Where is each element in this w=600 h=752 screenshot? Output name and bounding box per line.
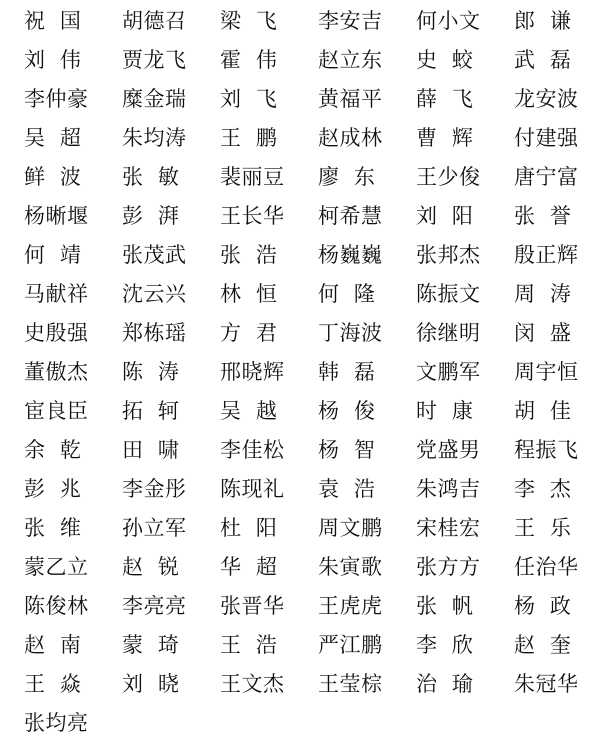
name-entry: 鲜 波	[24, 165, 82, 189]
name-entry: 王 浩	[220, 633, 278, 657]
name-entry: 林 恒	[220, 282, 278, 306]
name-entry: 刘 晓	[122, 672, 180, 696]
name-entry: 时 康	[416, 399, 474, 423]
name-entry: 李安吉	[318, 9, 383, 33]
name-entry: 史 蛟	[416, 48, 474, 72]
name-entry: 唐宁富	[514, 165, 579, 189]
name-entry: 祝 国	[24, 9, 82, 33]
name-entry: 彭 兆	[24, 477, 82, 501]
name-entry: 丁海波	[318, 321, 383, 345]
name-entry: 杨 俊	[318, 399, 376, 423]
name-entry: 沈云兴	[122, 282, 187, 306]
name-entry: 周宇恒	[514, 360, 579, 384]
name-entry: 王虎虎	[318, 594, 383, 618]
name-entry: 张方方	[416, 555, 481, 579]
name-entry: 王少俊	[416, 165, 481, 189]
name-entry: 治 瑜	[416, 672, 474, 696]
name-entry: 霍 伟	[220, 48, 278, 72]
name-entry: 吴 超	[24, 126, 82, 150]
name-entry: 刘 飞	[220, 87, 278, 111]
name-entry: 武 磊	[514, 48, 572, 72]
name-entry: 闵 盛	[514, 321, 572, 345]
name-entry: 李仲豪	[24, 87, 89, 111]
name-entry: 张 浩	[220, 243, 278, 267]
name-entry: 郑栋瑶	[122, 321, 187, 345]
name-entry: 薛 飞	[416, 87, 474, 111]
name-entry: 史殷强	[24, 321, 89, 345]
name-entry: 蒙 琦	[122, 633, 180, 657]
name-entry: 杜 阳	[220, 516, 278, 540]
name-entry: 方 君	[220, 321, 278, 345]
name-entry: 梁 飞	[220, 9, 278, 33]
name-entry: 赵 南	[24, 633, 82, 657]
name-entry: 王文杰	[220, 672, 285, 696]
name-entry: 蒙乙立	[24, 555, 89, 579]
name-entry: 徐继明	[416, 321, 481, 345]
name-entry: 裴丽豆	[220, 165, 285, 189]
name-entry: 朱寅歌	[318, 555, 383, 579]
name-entry: 周 涛	[514, 282, 572, 306]
name-entry: 朱冠华	[514, 672, 579, 696]
name-entry: 吴 越	[220, 399, 278, 423]
name-entry: 陈振文	[416, 282, 481, 306]
name-entry: 张 誉	[514, 204, 572, 228]
name-entry: 张 敏	[122, 165, 180, 189]
name-entry: 李 杰	[514, 477, 572, 501]
name-entry: 任治华	[514, 555, 579, 579]
name-entry: 华 超	[220, 555, 278, 579]
name-entry: 糜金瑞	[122, 87, 187, 111]
name-entry: 张均亮	[24, 711, 89, 735]
name-entry: 陈俊林	[24, 594, 89, 618]
name-entry: 赵成林	[318, 126, 383, 150]
name-entry: 张茂武	[122, 243, 187, 267]
name-entry: 赵 锐	[122, 555, 180, 579]
name-entry: 杨晰堰	[24, 204, 89, 228]
name-entry: 张晋华	[220, 594, 285, 618]
name-entry: 胡德召	[122, 9, 187, 33]
name-entry: 何 靖	[24, 243, 82, 267]
name-entry: 张 维	[24, 516, 82, 540]
name-entry: 杨 政	[514, 594, 572, 618]
name-entry: 杨巍巍	[318, 243, 383, 267]
name-entry: 杨 智	[318, 438, 376, 462]
name-entry: 陈现礼	[220, 477, 285, 501]
name-entry: 廖 东	[318, 165, 376, 189]
name-entry: 田 啸	[122, 438, 180, 462]
name-entry: 贾龙飞	[122, 48, 187, 72]
name-entry: 严江鹏	[318, 633, 383, 657]
name-entry: 付建强	[514, 126, 579, 150]
name-list-grid	[0, 2, 600, 743]
name-entry: 朱均涛	[122, 126, 187, 150]
name-entry: 党盛男	[416, 438, 481, 462]
name-entry: 李亮亮	[122, 594, 187, 618]
name-entry: 何 隆	[318, 282, 376, 306]
name-entry: 王长华	[220, 204, 285, 228]
name-entry: 邢晓辉	[220, 360, 285, 384]
name-entry: 王 鹏	[220, 126, 278, 150]
name-entry: 龙安波	[514, 87, 579, 111]
name-entry: 拓 轲	[122, 399, 180, 423]
name-entry: 何小文	[416, 9, 481, 33]
name-entry: 宦良臣	[24, 399, 89, 423]
name-entry: 殷正辉	[514, 243, 579, 267]
name-entry: 陈 涛	[122, 360, 180, 384]
name-entry: 王 乐	[514, 516, 572, 540]
name-entry: 董傲杰	[24, 360, 89, 384]
name-entry: 朱鸿吉	[416, 477, 481, 501]
name-entry: 张 帆	[416, 594, 474, 618]
name-entry: 韩 磊	[318, 360, 376, 384]
name-entry: 曹 辉	[416, 126, 474, 150]
name-entry: 彭 湃	[122, 204, 180, 228]
name-entry: 文鹏军	[416, 360, 481, 384]
name-entry: 柯希慧	[318, 204, 383, 228]
name-entry: 赵立东	[318, 48, 383, 72]
name-entry: 刘 阳	[416, 204, 474, 228]
name-entry: 刘 伟	[24, 48, 82, 72]
name-entry: 孙立军	[122, 516, 187, 540]
name-entry: 赵 奎	[514, 633, 572, 657]
name-entry: 周文鹏	[318, 516, 383, 540]
name-entry: 李 欣	[416, 633, 474, 657]
name-entry: 程振飞	[514, 438, 579, 462]
name-entry: 胡 佳	[514, 399, 572, 423]
name-entry: 宋桂宏	[416, 516, 481, 540]
name-entry: 张邦杰	[416, 243, 481, 267]
name-entry: 王莹棕	[318, 672, 383, 696]
name-entry: 李金彤	[122, 477, 187, 501]
name-entry: 马献祥	[24, 282, 89, 306]
name-entry: 郎 谦	[514, 9, 572, 33]
name-entry: 余 乾	[24, 438, 82, 462]
name-entry: 李佳松	[220, 438, 285, 462]
name-entry: 黄福平	[318, 87, 383, 111]
name-entry: 王 焱	[24, 672, 82, 696]
name-entry: 袁 浩	[318, 477, 376, 501]
